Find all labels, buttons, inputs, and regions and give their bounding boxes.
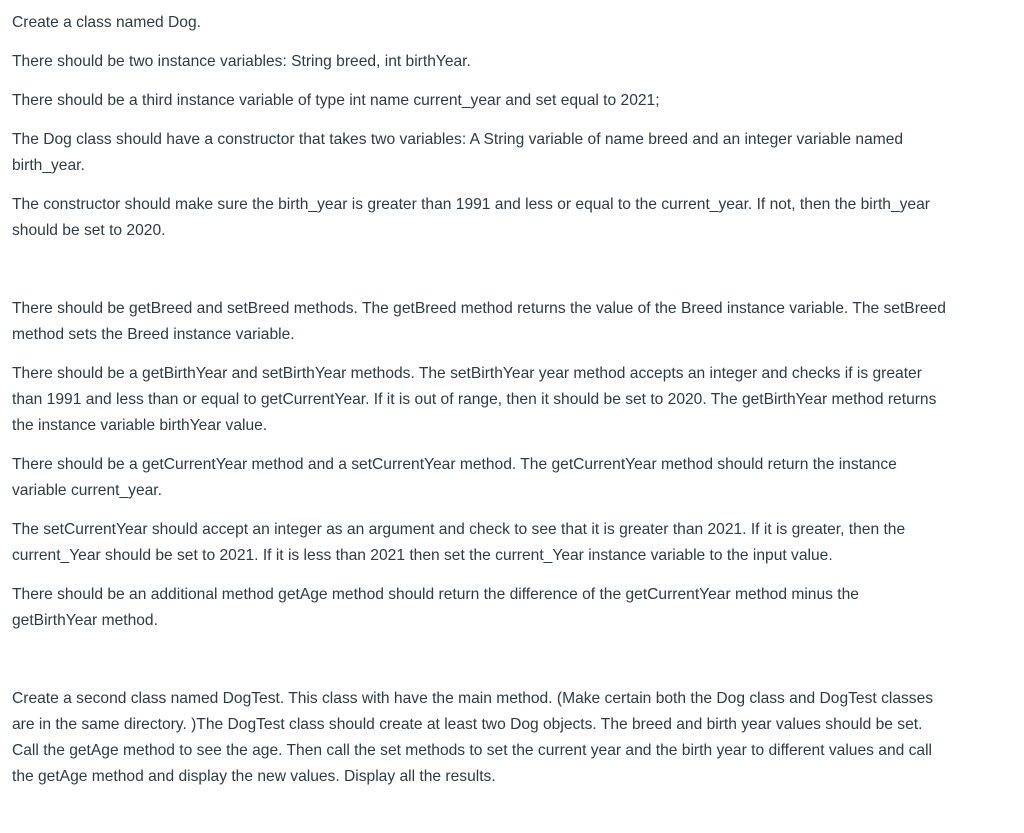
paragraph-create-dog-class: Create a class named Dog. xyxy=(12,14,201,31)
spacer xyxy=(12,647,947,686)
assignment-document xyxy=(12,10,947,803)
paragraph-constructor-validation: The constructor should make sure the birth_year is greater than 1991 and less or equal to the current_year. If not, then the birth_year should be set to 2020. xyxy=(12,196,930,239)
paragraph-current-year-variable: There should be a third instance variable of type int name current_year and set equal to 2021; xyxy=(12,92,660,109)
paragraph-breed-methods: There should be getBreed and setBreed methods. The getBreed method returns the value of the Breed instance variable. The setBreed method sets the Breed instance variable. xyxy=(12,300,946,343)
paragraph-dog-test-class: Create a second class named DogTest. This class with have the main method. (Make certain both the Dog class and DogTest classes are in the same directory. )The DogTest class should create at least two Dog objects. The breed and birth year values should be set. Call the getAge method to see the age. Then call the set methods to set the current year and the birth year to different values and call the getAge method and display the new values. Display all the results. xyxy=(12,690,934,785)
paragraph-constructor: The Dog class should have a constructor that takes two variables: A String variable of name breed and an integer variable named birth_year. xyxy=(12,131,904,174)
spacer xyxy=(12,257,947,296)
paragraph-get-age: There should be an additional method getAge method should return the difference of the getCurrentYear method minus the getBirthYear method. xyxy=(12,586,859,629)
paragraph-birth-year-methods: There should be a getBirthYear and setBirthYear methods. The setBirthYear year method accepts an integer and checks if is greater than 1991 and less than or equal to getCurrentYear. If it is out of range, then it should be set to 2020. The getBirthYear method returns the instance variable birthYear value. xyxy=(12,365,937,434)
paragraph-instance-variables: There should be two instance variables: String breed, int birthYear. xyxy=(12,53,471,70)
paragraph-current-year-methods: There should be a getCurrentYear method and a setCurrentYear method. The getCurrentYear method should return the instance variable current_year. xyxy=(12,456,897,499)
paragraph-set-current-year: The setCurrentYear should accept an integer as an argument and check to see that it is greater than 2021. If it is greater, then the current_Year should be set to 2021. If it is less than 2021 then set the current_Year instance variable to the input value. xyxy=(12,521,906,564)
